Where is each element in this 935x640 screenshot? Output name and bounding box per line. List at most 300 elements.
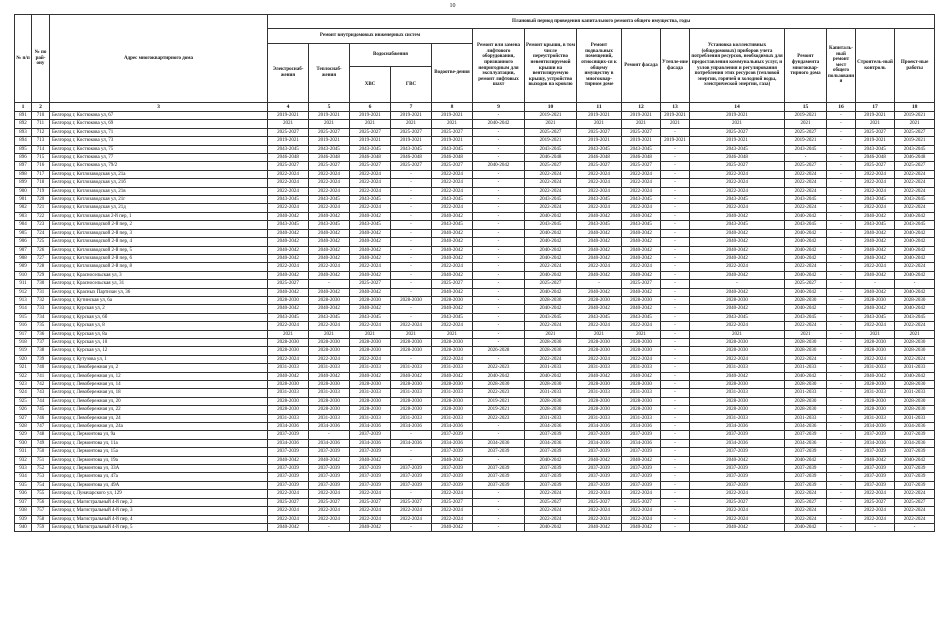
row-address: Белгород г, Магистральный 4-й пер, 2 xyxy=(50,498,268,506)
row-address: Белгород г, Луначарского ул, 129 xyxy=(50,490,268,498)
row-period-cell: 2019-2021 xyxy=(525,137,577,145)
row-period-cell: 2025-2027 xyxy=(622,280,661,288)
row-period-cell: 2040-2042 xyxy=(432,246,473,254)
row-period-cell: 2043-2045 xyxy=(525,313,577,321)
row-period-cell: 2022-2024 xyxy=(856,490,895,498)
row-period-cell: 2037-2039 xyxy=(268,481,309,489)
row-period-cell: 2022-2024 xyxy=(895,490,935,498)
row-period-cell: 2040-2042 xyxy=(268,246,309,254)
row-period-cell: 2043-2045 xyxy=(432,313,473,321)
row-address: Белгород г, Левобережная ул, 22 xyxy=(50,406,268,414)
row-period-cell: - xyxy=(391,280,432,288)
row-period-cell: 2040-2042 xyxy=(577,238,622,246)
row-period-cell: 2043-2045 xyxy=(268,145,309,153)
row-address: Белгород г, Котлозаводской 2-й пер, 6 xyxy=(50,254,268,262)
row-period-cell: - xyxy=(473,498,525,506)
row-period-cell: 2021 xyxy=(350,120,391,128)
row-district-num: 756 xyxy=(32,498,50,506)
row-district-num: 734 xyxy=(32,313,50,321)
row-period-cell: - xyxy=(895,280,935,288)
row-period-cell: 2040-2042 xyxy=(895,456,935,464)
row-period-cell: 2040-2042 xyxy=(432,254,473,262)
row-district-num: 739 xyxy=(32,355,50,363)
row-address: Белгород г, Лермонтова ул, 49А xyxy=(50,481,268,489)
row-period-cell: 2031-2033 xyxy=(690,364,785,372)
row-period-cell: 2026-2028 xyxy=(473,347,525,355)
row-period-cell: 2028-2030 xyxy=(350,397,391,405)
row-period-cell: - xyxy=(827,347,856,355)
row-period-cell: 2025-2027 xyxy=(268,498,309,506)
row-address: Белгород г, Магистральный 4-й пер, 4 xyxy=(50,515,268,523)
column-number: 16 xyxy=(827,103,856,112)
row-period-cell: 2037-2039 xyxy=(309,481,350,489)
row-period-cell: 2022-2024 xyxy=(309,263,350,271)
row-period-cell: 2040-2042 xyxy=(268,372,309,380)
row-period-cell: 2043-2045 xyxy=(268,313,309,321)
row-period-cell: 2022-2024 xyxy=(856,187,895,195)
row-period-cell: - xyxy=(661,372,690,380)
row-period-cell: - xyxy=(661,196,690,204)
row-period-cell: - xyxy=(391,229,432,237)
table-row xyxy=(15,389,935,397)
column-number: 4 xyxy=(268,103,309,112)
row-period-cell: - xyxy=(661,406,690,414)
row-period-cell: 2025-2027 xyxy=(622,128,661,136)
row-period-cell: 2040-2042 xyxy=(350,212,391,220)
row-district-num: 720 xyxy=(32,196,50,204)
row-period-cell: - xyxy=(661,423,690,431)
row-period-cell: 2019-2021 xyxy=(622,112,661,120)
row-period-cell: 2037-2039 xyxy=(473,448,525,456)
row-period-cell: - xyxy=(473,212,525,220)
row-period-cell: - xyxy=(391,305,432,313)
row-period-cell: 2034-2036 xyxy=(577,423,622,431)
row-period-cell: 2040-2042 xyxy=(432,288,473,296)
row-period-cell: 2019-2021 xyxy=(432,137,473,145)
row-period-cell: 2040-2042 xyxy=(856,372,895,380)
row-period-cell: 2019-2021 xyxy=(895,137,935,145)
row-period-cell: 2040-2042 xyxy=(856,238,895,246)
header-gvs: ГВС xyxy=(405,81,417,87)
row-period-cell: 2025-2027 xyxy=(622,162,661,170)
row-period-cell: 2037-2039 xyxy=(268,473,309,481)
row-period-cell: 2028-2030 xyxy=(577,397,622,405)
row-period-cell: 2028-2030 xyxy=(577,296,622,304)
row-period-cell: 2040-2042 xyxy=(622,523,661,531)
row-period-cell: 2037-2039 xyxy=(350,473,391,481)
row-period-cell: 2025-2027 xyxy=(432,498,473,506)
row-period-cell: 2022-2024 xyxy=(432,187,473,195)
row-period-cell: 2040-2042 xyxy=(690,238,785,246)
row-period-cell: 2034-2036 xyxy=(525,439,577,447)
row-period-cell: 2034-2036 xyxy=(622,439,661,447)
row-period-cell: - xyxy=(661,498,690,506)
row-district-num: 750 xyxy=(32,448,50,456)
row-period-cell: - xyxy=(827,196,856,204)
row-period-cell: 2043-2045 xyxy=(309,145,350,153)
row-period-cell: 2022-2024 xyxy=(432,179,473,187)
row-period-cell: 2040-2042 xyxy=(690,372,785,380)
row-period-cell: 2021 xyxy=(525,120,577,128)
row-address: Белгород г, Магистральный 4-й пер, 3 xyxy=(50,507,268,515)
row-period-cell: 2028-2030 xyxy=(785,381,827,389)
row-district-num: 730 xyxy=(32,280,50,288)
row-period-cell: 2040-2042 xyxy=(268,254,309,262)
row-period-cell: 2040-2042 xyxy=(622,212,661,220)
row-period-cell: 2022-2024 xyxy=(309,187,350,195)
row-period-cell: - xyxy=(473,507,525,515)
row-period-cell: - xyxy=(391,448,432,456)
row-period-cell: 2040-2042 xyxy=(525,238,577,246)
row-period-cell: 2046-2048 xyxy=(268,154,309,162)
row-num: 915 xyxy=(15,313,32,321)
row-period-cell: - xyxy=(473,187,525,195)
row-period-cell: - xyxy=(827,397,856,405)
row-period-cell: 2040-2042 xyxy=(268,305,309,313)
row-period-cell: 2040-2042 xyxy=(856,212,895,220)
row-period-cell: 2040-2042 xyxy=(350,238,391,246)
row-district-num: 759 xyxy=(32,523,50,531)
row-period-cell: - xyxy=(690,280,785,288)
row-period-cell: 2040-2042 xyxy=(350,372,391,380)
header-construction-control: Строитель-ный контроль xyxy=(856,29,895,103)
row-address: Белгород г, Котлозаводская ул, 21г xyxy=(50,196,268,204)
row-period-cell: 2043-2045 xyxy=(856,221,895,229)
row-period-cell: 2040-2042 xyxy=(856,305,895,313)
row-period-cell: 2040-2042 xyxy=(622,229,661,237)
row-period-cell: 2031-2033 xyxy=(432,364,473,372)
row-period-cell: 2037-2039 xyxy=(577,473,622,481)
row-period-cell: 2021 xyxy=(577,120,622,128)
row-period-cell: - xyxy=(473,338,525,346)
row-period-cell: - xyxy=(827,439,856,447)
row-period-cell: 2040-2042 xyxy=(622,305,661,313)
column-number: 8 xyxy=(432,103,473,112)
row-num: 895 xyxy=(15,145,32,153)
row-period-cell: 2043-2045 xyxy=(525,221,577,229)
row-period-cell: 2022-2024 xyxy=(268,355,309,363)
row-num: 901 xyxy=(15,196,32,204)
row-period-cell: 2043-2045 xyxy=(577,196,622,204)
row-period-cell: 2028-2030 xyxy=(856,397,895,405)
row-period-cell: 2025-2027 xyxy=(690,162,785,170)
row-period-cell: 2028-2030 xyxy=(622,381,661,389)
row-address: Белгород г, Красносельская ул, 31 xyxy=(50,280,268,288)
row-period-cell: 2022-2024 xyxy=(690,322,785,330)
column-number: 10 xyxy=(525,103,577,112)
row-period-cell: 2028-2030 xyxy=(690,338,785,346)
row-period-cell: 2043-2045 xyxy=(622,196,661,204)
row-period-cell: 2031-2033 xyxy=(432,414,473,422)
row-period-cell: 2028-2030 xyxy=(268,347,309,355)
row-period-cell: 2022-2024 xyxy=(895,187,935,195)
row-period-cell: 2028-2030 xyxy=(622,347,661,355)
row-period-cell: 2037-2039 xyxy=(895,473,935,481)
row-address: Белгород г, Котлозаводской 2-й пер, 3 xyxy=(50,229,268,237)
row-period-cell: 2037-2039 xyxy=(432,473,473,481)
row-num: 907 xyxy=(15,246,32,254)
row-period-cell: 2025-2027 xyxy=(690,128,785,136)
row-district-num: 712 xyxy=(32,128,50,136)
row-period-cell: 2040-2042 xyxy=(895,229,935,237)
row-period-cell: 2022-2024 xyxy=(690,507,785,515)
row-num: 917 xyxy=(15,330,32,338)
row-period-cell: 2022-2024 xyxy=(856,179,895,187)
row-period-cell: 2021 xyxy=(690,120,785,128)
row-period-cell: 2040-2042 xyxy=(473,372,525,380)
row-period-cell: 2019-2021 xyxy=(895,112,935,120)
row-period-cell: 2022-2024 xyxy=(432,490,473,498)
row-period-cell: - xyxy=(391,271,432,279)
row-period-cell: - xyxy=(473,313,525,321)
row-period-cell: 2034-2036 xyxy=(577,439,622,447)
row-period-cell: 2025-2027 xyxy=(785,162,827,170)
row-period-cell: 2040-2042 xyxy=(268,212,309,220)
row-period-cell: - xyxy=(661,448,690,456)
row-period-cell: - xyxy=(661,254,690,262)
row-period-cell: 2022-2024 xyxy=(432,170,473,178)
row-period-cell: 2040-2042 xyxy=(785,305,827,313)
row-address: Белгород г, Левобережная ул, 2 xyxy=(50,364,268,372)
row-period-cell: 2040-2042 xyxy=(895,238,935,246)
row-period-cell: 2025-2027 xyxy=(856,162,895,170)
header-drainage: Водоотве-дения xyxy=(432,44,473,103)
row-period-cell: 2025-2027 xyxy=(895,498,935,506)
row-period-cell: 2043-2045 xyxy=(690,313,785,321)
row-num: 893 xyxy=(15,128,32,136)
row-period-cell: — xyxy=(827,296,856,304)
header-water-group xyxy=(350,44,432,103)
row-period-cell: - xyxy=(827,364,856,372)
row-period-cell: 2043-2045 xyxy=(432,145,473,153)
row-period-cell: 2043-2045 xyxy=(785,145,827,153)
row-period-cell: 2025-2027 xyxy=(309,498,350,506)
row-period-cell: 2028-2030 xyxy=(577,338,622,346)
capital-repair-table-sheet xyxy=(14,14,929,532)
row-period-cell: 2043-2045 xyxy=(268,196,309,204)
row-period-cell: 2025-2027 xyxy=(268,128,309,136)
row-period-cell: 2031-2033 xyxy=(895,389,935,397)
row-period-cell: 2037-2039 xyxy=(525,448,577,456)
row-period-cell: 2037-2039 xyxy=(895,481,935,489)
column-number: 1 xyxy=(15,103,32,112)
row-period-cell: 2037-2039 xyxy=(856,465,895,473)
table-row xyxy=(15,473,935,481)
row-address: Белгород г, Лермонтова ул, 33А xyxy=(50,465,268,473)
row-period-cell: - xyxy=(827,423,856,431)
row-num: 891 xyxy=(15,112,32,120)
row-period-cell: 2040-2042 xyxy=(309,238,350,246)
row-period-cell: 2031-2033 xyxy=(525,364,577,372)
row-period-cell: 2021 xyxy=(268,330,309,338)
row-period-cell: 2043-2045 xyxy=(690,145,785,153)
row-period-cell: - xyxy=(309,280,350,288)
table-row xyxy=(15,364,935,372)
row-period-cell: - xyxy=(391,254,432,262)
row-period-cell: - xyxy=(661,364,690,372)
column-number: 15 xyxy=(785,103,827,112)
row-period-cell: 2040-2042 xyxy=(895,254,935,262)
row-district-num: 735 xyxy=(32,322,50,330)
row-period-cell: 2043-2045 xyxy=(577,313,622,321)
row-period-cell: 2028-2030 xyxy=(391,381,432,389)
row-period-cell: 2040-2042 xyxy=(895,288,935,296)
row-period-cell: 2037-2039 xyxy=(690,448,785,456)
row-period-cell: - xyxy=(391,431,432,439)
row-period-cell: 2031-2033 xyxy=(268,389,309,397)
row-num: 910 xyxy=(15,271,32,279)
row-district-num: 753 xyxy=(32,473,50,481)
row-period-cell: 2034-2036 xyxy=(473,439,525,447)
row-district-num: 723 xyxy=(32,221,50,229)
row-period-cell: 2028-2030 xyxy=(785,338,827,346)
row-period-cell: 2028-2030 xyxy=(432,397,473,405)
row-period-cell: 2019-2021 xyxy=(690,137,785,145)
row-period-cell: 2028-2030 xyxy=(309,381,350,389)
row-district-num: 737 xyxy=(32,338,50,346)
row-period-cell: 2022-2024 xyxy=(785,507,827,515)
row-period-cell: 2043-2045 xyxy=(309,196,350,204)
row-period-cell: 2040-2042 xyxy=(432,372,473,380)
row-period-cell: 2037-2039 xyxy=(432,465,473,473)
row-period-cell: 2025-2027 xyxy=(432,280,473,288)
row-period-cell: 2040-2042 xyxy=(432,229,473,237)
row-period-cell: 2040-2042 xyxy=(577,288,622,296)
row-period-cell: 2040-2042 xyxy=(690,456,785,464)
table-row xyxy=(15,196,935,204)
row-period-cell: 2022-2024 xyxy=(525,187,577,195)
row-period-cell: 2028-2030 xyxy=(895,347,935,355)
row-period-cell: - xyxy=(827,170,856,178)
row-period-cell: 2040-2042 xyxy=(785,271,827,279)
table-row xyxy=(15,179,935,187)
row-period-cell: 2028-2030 xyxy=(268,406,309,414)
row-period-cell: 2040-2042 xyxy=(525,372,577,380)
row-period-cell: - xyxy=(827,456,856,464)
row-num: 916 xyxy=(15,322,32,330)
row-period-cell: 2028-2030 xyxy=(391,296,432,304)
table-row xyxy=(15,381,935,389)
row-period-cell: 2037-2039 xyxy=(350,465,391,473)
row-num: 935 xyxy=(15,481,32,489)
row-district-num: 711 xyxy=(32,120,50,128)
row-period-cell: - xyxy=(473,423,525,431)
row-period-cell: 2025-2027 xyxy=(525,280,577,288)
row-address: Белгород г, Красносельская ул, 3 xyxy=(50,271,268,279)
row-period-cell: 2043-2045 xyxy=(856,313,895,321)
row-address: Белгород г, Лермонтова ул, 15а xyxy=(50,448,268,456)
row-period-cell: 2040-2042 xyxy=(690,305,785,313)
row-period-cell: 2037-2039 xyxy=(622,465,661,473)
row-district-num: 736 xyxy=(32,330,50,338)
row-period-cell: 2021 xyxy=(309,120,350,128)
row-period-cell: 2037-2039 xyxy=(391,465,432,473)
row-period-cell: 2037-2039 xyxy=(785,448,827,456)
table-row xyxy=(15,112,935,120)
row-period-cell: 2040-2042 xyxy=(268,288,309,296)
row-period-cell: 2019-2021 xyxy=(577,137,622,145)
header-electric: Электроснаб-жения xyxy=(268,44,309,103)
table-row xyxy=(15,271,935,279)
column-number: 3 xyxy=(50,103,268,112)
row-period-cell: - xyxy=(661,414,690,422)
row-period-cell: - xyxy=(661,473,690,481)
row-period-cell: 2028-2030 xyxy=(856,347,895,355)
row-period-cell: 2034-2036 xyxy=(391,439,432,447)
row-period-cell: 2034-2036 xyxy=(350,423,391,431)
row-period-cell: - xyxy=(473,137,525,145)
row-period-cell: - xyxy=(661,263,690,271)
row-period-cell: 2046-2048 xyxy=(309,154,350,162)
row-period-cell: 2040-2042 xyxy=(268,456,309,464)
row-period-cell: 2022-2024 xyxy=(895,507,935,515)
row-period-cell: 2031-2033 xyxy=(622,389,661,397)
row-period-cell: - xyxy=(391,238,432,246)
row-district-num: 744 xyxy=(32,397,50,405)
row-num: 909 xyxy=(15,263,32,271)
row-address: Белгород г, Кутинская ул, 6а xyxy=(50,296,268,304)
row-period-cell: 2021 xyxy=(622,120,661,128)
row-address: Белгород г, Курская ул, 8 xyxy=(50,322,268,330)
row-address: Белгород г, Котлозаводской 2-й пер, 8 xyxy=(50,263,268,271)
row-period-cell: 2034-2036 xyxy=(268,439,309,447)
row-period-cell: 2022-2024 xyxy=(577,322,622,330)
row-district-num: 732 xyxy=(32,296,50,304)
row-period-cell: 2031-2033 xyxy=(309,389,350,397)
row-period-cell: 2022-2024 xyxy=(622,355,661,363)
row-period-cell: - xyxy=(827,355,856,363)
row-period-cell: 2037-2039 xyxy=(785,481,827,489)
row-address: Белгород г, Лермонтова ул, 11а xyxy=(50,439,268,447)
row-num: 898 xyxy=(15,170,32,178)
row-address: Белгород г, Костюкова ул, 79/2 xyxy=(50,162,268,170)
row-num: 920 xyxy=(15,355,32,363)
row-period-cell: 2040-2042 xyxy=(895,246,935,254)
row-num: 914 xyxy=(15,305,32,313)
row-period-cell: - xyxy=(827,154,856,162)
row-period-cell: 2043-2045 xyxy=(350,313,391,321)
row-period-cell: 2037-2039 xyxy=(525,481,577,489)
row-period-cell: 2021 xyxy=(622,330,661,338)
row-period-cell: 2022-2024 xyxy=(577,170,622,178)
row-period-cell: 2022-2024 xyxy=(785,187,827,195)
row-period-cell: 2025-2027 xyxy=(785,498,827,506)
row-period-cell: - xyxy=(827,145,856,153)
table-row xyxy=(15,330,935,338)
row-period-cell: - xyxy=(827,473,856,481)
row-num: 919 xyxy=(15,347,32,355)
row-period-cell: 2022-2024 xyxy=(350,322,391,330)
row-period-cell: 2022-2024 xyxy=(577,263,622,271)
table-row xyxy=(15,296,935,304)
row-period-cell: 2043-2045 xyxy=(622,145,661,153)
row-period-cell: 2040-2042 xyxy=(690,212,785,220)
row-address: Белгород г, Костюкова ул, 75 xyxy=(50,145,268,153)
row-period-cell: 2025-2027 xyxy=(391,498,432,506)
row-period-cell: 2028-2030 xyxy=(622,406,661,414)
row-period-cell: 2022-2024 xyxy=(622,170,661,178)
row-period-cell: 2028-2030 xyxy=(895,338,935,346)
row-address: Белгород г, Курская ул, 8а xyxy=(50,330,268,338)
row-period-cell: - xyxy=(827,263,856,271)
row-period-cell: 2031-2033 xyxy=(785,414,827,422)
row-period-cell: 2037-2039 xyxy=(690,481,785,489)
row-period-cell: 2034-2036 xyxy=(432,439,473,447)
row-period-cell: 2022-2024 xyxy=(577,204,622,212)
row-period-cell: 2040-2042 xyxy=(622,254,661,262)
row-period-cell: 2040-2042 xyxy=(525,523,577,531)
row-period-cell: - xyxy=(827,246,856,254)
